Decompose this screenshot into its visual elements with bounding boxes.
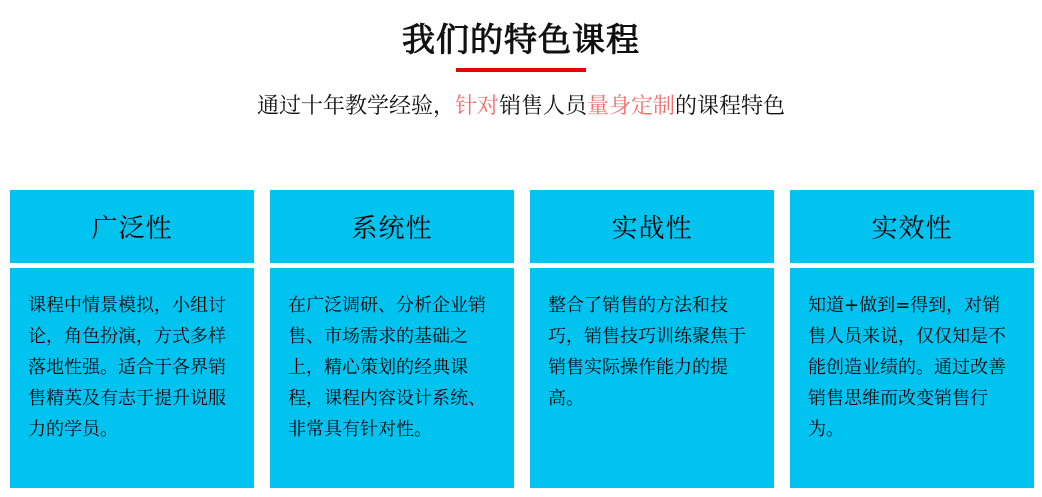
feature-cards-row: [10, 190, 1034, 488]
feature-card-title: 实效性: [790, 190, 1034, 263]
feature-card-title: 系统性: [270, 190, 514, 263]
feature-card-effective: [790, 190, 1034, 488]
title-underline: [456, 68, 586, 72]
feature-card-description: 知道+做到=得到，对销售人员来说，仅仅知是不能创造业绩的。通过改善销售思维而改变销售行为。: [790, 268, 1034, 488]
subtitle-segment: 通过十年教学经验，: [256, 94, 455, 119]
feature-card-description: 整合了销售的方法和技巧，销售技巧训练聚焦于销售实际操作能力的提高。: [530, 268, 774, 488]
feature-card-title: 广泛性: [10, 190, 254, 263]
subtitle-highlight: 针对: [454, 94, 499, 119]
feature-card-title: 实战性: [530, 190, 774, 263]
feature-card-practical: [530, 190, 774, 488]
subtitle-highlight: 量身定制: [587, 94, 676, 119]
subtitle-segment: 的课程特色: [675, 94, 786, 119]
subtitle-segment: 销售人员: [498, 94, 587, 119]
feature-card-description: 在广泛调研、分析企业销售、市场需求的基础之上，精心策划的经典课程，课程内容设计系统、非常具有针对性。: [270, 268, 514, 488]
feature-card-systematic: [270, 190, 514, 488]
feature-card-description: 课程中情景模拟，小组讨论，角色扮演，方式多样落地性强。适合于各界销售精英及有志于提升说服力的学员。: [10, 268, 254, 488]
feature-card-breadth: [10, 190, 254, 488]
section-title: 我们的特色课程: [402, 20, 640, 59]
section-subtitle: [0, 92, 1042, 122]
